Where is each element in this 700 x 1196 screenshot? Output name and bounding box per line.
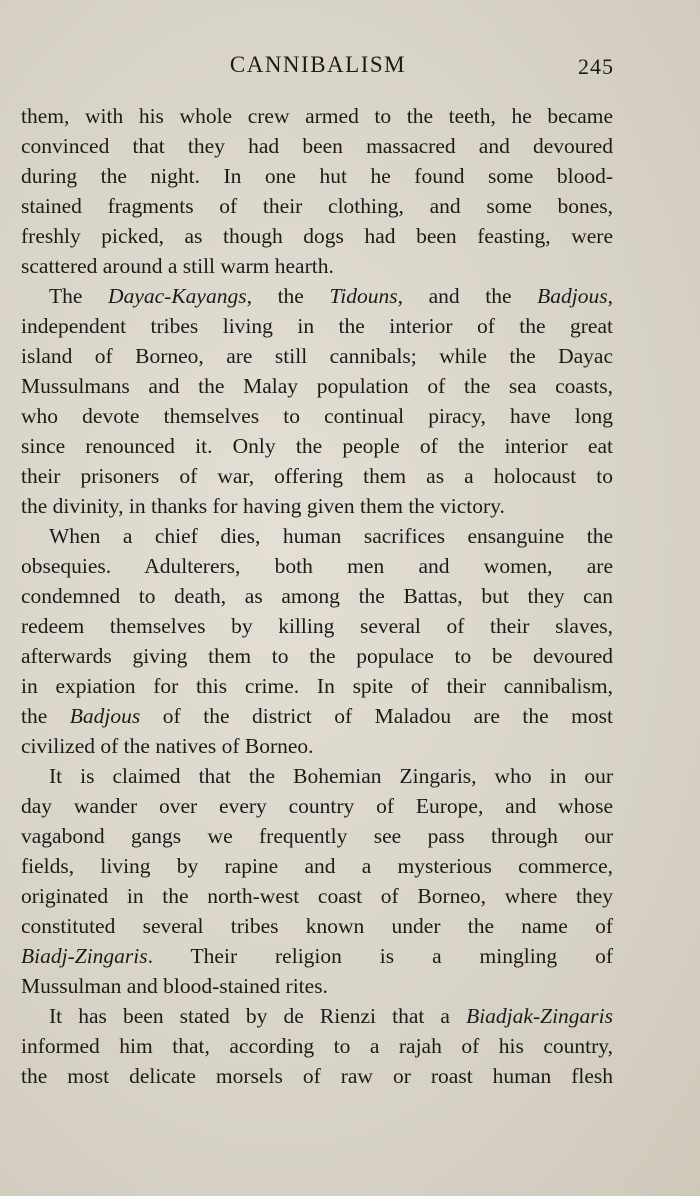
text-segment: the [21, 704, 70, 728]
text-line [21, 161, 613, 191]
text-line [21, 641, 613, 671]
text-segment: of the district of Maladou are the most [140, 704, 613, 728]
italic-term: Badjous [69, 704, 141, 728]
text-segment: . Their religion is a mingling of [147, 944, 613, 968]
text-line [21, 821, 613, 851]
text-segment: since renounced it. Only the people of the interior eat [21, 434, 613, 458]
running-title: CANNIBALISM [229, 52, 407, 77]
text-line [21, 671, 613, 701]
text-line [21, 551, 613, 581]
text-line [21, 401, 613, 431]
text-segment: , [607, 284, 613, 308]
text-segment: vagabond gangs we frequently see pass through our [21, 824, 613, 848]
text-line [21, 791, 613, 821]
italic-term: Dayac-Kayangs [108, 284, 247, 308]
text-line [21, 1031, 613, 1061]
text-segment: convinced that they had been massacred and devoured [21, 134, 613, 158]
text-segment: island of Borneo, are still cannibals; while the Dayac [21, 344, 613, 368]
text-line [21, 131, 613, 161]
text-line [21, 251, 613, 281]
text-segment: day wander over every country of Europe, and whose [21, 794, 613, 818]
text-line [21, 701, 613, 731]
text-line [21, 371, 613, 401]
text-segment: scattered around a still warm hearth. [21, 254, 334, 278]
text-line [21, 971, 613, 1001]
text-line [21, 461, 613, 491]
text-segment: When a chief dies, human sacrifices ensanguine the [49, 524, 613, 548]
text-segment: the most delicate morsels of raw or roast human flesh [21, 1064, 613, 1088]
text-segment: The [49, 284, 109, 308]
text-segment: , the [246, 284, 330, 308]
text-line [21, 191, 613, 221]
page-number: 245 [578, 54, 614, 79]
text-line [21, 911, 613, 941]
body-text [21, 101, 613, 1091]
text-line [21, 611, 613, 641]
text-line [21, 731, 613, 761]
text-segment: Mussulmans and the Malay population of the sea coasts, [21, 374, 613, 398]
text-segment: Mussulman and blood-stained rites. [21, 974, 328, 998]
text-segment: obsequies. Adulterers, both men and women, are [21, 554, 613, 578]
text-segment: condemned to death, as among the Battas, but they can [21, 584, 613, 608]
text-segment: in expiation for this crime. In spite of their cannibalism, [21, 674, 613, 698]
italic-term: Biadj-Zingaris [21, 944, 148, 968]
text-line [21, 281, 613, 311]
text-segment: the divinity, in thanks for having given them the victory. [21, 494, 505, 518]
text-line [21, 221, 613, 251]
italic-term: Biadjak-Zingaris [466, 1004, 613, 1028]
text-line [21, 521, 613, 551]
text-segment: It is claimed that the Bohemian Zingaris, who in our [49, 764, 613, 788]
text-segment: constituted several tribes known under the name of [21, 914, 613, 938]
text-segment: , and the [397, 284, 538, 308]
text-segment: independent tribes living in the interior of the great [21, 314, 613, 338]
text-segment: freshly picked, as though dogs had been feasting, were [21, 224, 613, 248]
text-line [21, 851, 613, 881]
text-segment: redeem themselves by killing several of their slaves, [21, 614, 613, 638]
text-line [21, 881, 613, 911]
text-line [21, 341, 613, 371]
text-segment: who devote themselves to continual piracy, have long [21, 404, 613, 428]
text-segment: It has been stated by de Rienzi that a [49, 1004, 467, 1028]
text-line [21, 581, 613, 611]
text-line [21, 761, 613, 791]
text-line [21, 1001, 613, 1031]
italic-term: Badjous [537, 284, 608, 308]
text-line [21, 101, 613, 131]
italic-term: Tidouns [329, 284, 398, 308]
text-segment: during the night. In one hut he found some blood- [21, 164, 613, 188]
text-line [21, 311, 613, 341]
text-segment: originated in the north-west coast of Borneo, where they [21, 884, 613, 908]
text-segment: them, with his whole crew armed to the teeth, he became [21, 104, 613, 128]
running-head [22, 52, 614, 84]
text-segment: fields, living by rapine and a mysterious commerce, [21, 854, 613, 878]
text-line [21, 1061, 613, 1091]
text-line [21, 491, 613, 521]
text-segment: their prisoners of war, offering them as a holocaust to [21, 464, 613, 488]
text-segment: stained fragments of their clothing, and some bones, [21, 194, 613, 218]
text-line [21, 941, 613, 971]
text-segment: informed him that, according to a rajah of his country, [21, 1034, 613, 1058]
text-line [21, 431, 613, 461]
text-segment: civilized of the natives of Borneo. [21, 734, 314, 758]
text-segment: afterwards giving them to the populace to be devoured [21, 644, 613, 668]
